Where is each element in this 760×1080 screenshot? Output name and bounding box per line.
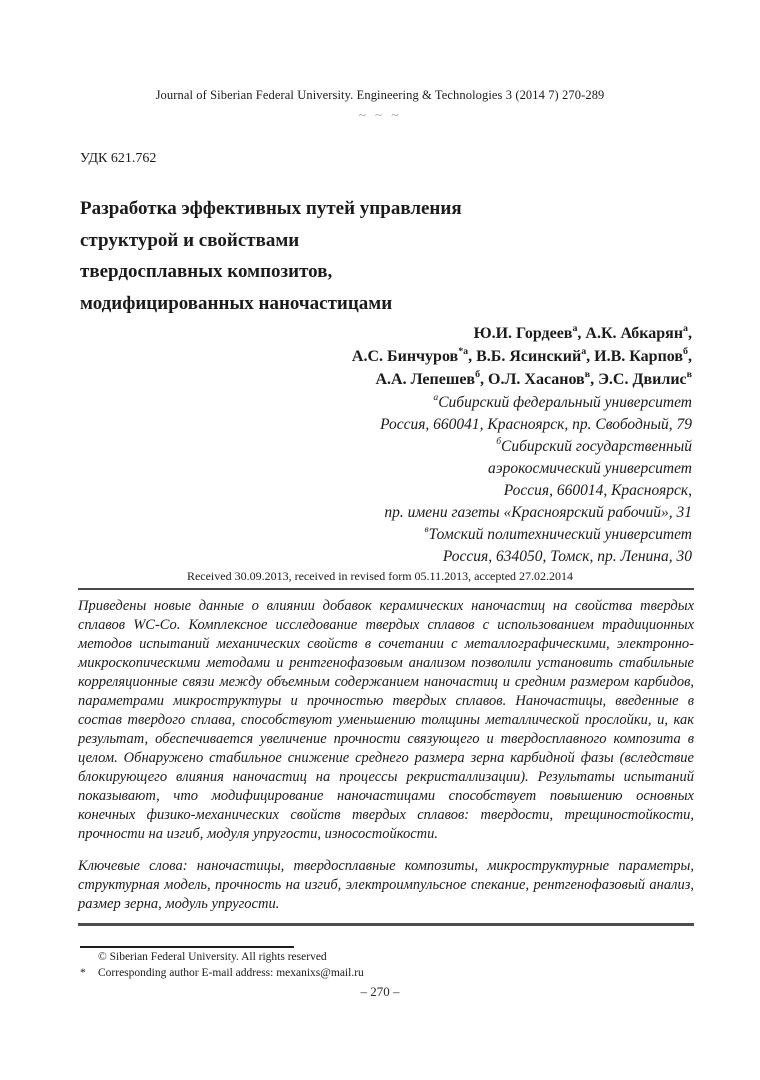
copyright-line: © Siberian Federal University. All rights reserved bbox=[98, 951, 327, 963]
article-title-line: структурой и свойствами bbox=[80, 229, 300, 251]
author-line: А.А. Лепешев$^б$, О.Л. Хасанов$^в$, Э.С. Двилис$^в$ bbox=[375, 368, 692, 388]
tilde-separator: ~ ~ ~ bbox=[358, 107, 402, 122]
udc-code: УДК 621.762 bbox=[80, 151, 157, 166]
affiliations-block bbox=[80, 392, 692, 568]
abstract-block bbox=[78, 597, 694, 926]
affiliation-line: Россия, 660014, Красноярск, bbox=[503, 482, 692, 499]
article-title-line: Разработка эффективных путей управления bbox=[80, 198, 462, 219]
corresponding-author-line: Corresponding author E-mail address: mexanixs@mail.ru bbox=[98, 967, 364, 979]
received-dates-line: Received 30.09.2013, received in revised form 05.11.2013, accepted 27.02.2014 bbox=[186, 569, 574, 583]
footnote-asterisk: * bbox=[80, 967, 86, 979]
abstract-bottom-rule bbox=[78, 923, 694, 926]
page-number: – 270 – bbox=[360, 984, 400, 999]
affiliation-line: $^б$Сибирский государственный bbox=[496, 435, 692, 455]
affiliation-line: Россия, 634050, Томск, пр. Ленина, 30 bbox=[442, 548, 692, 565]
article-title-line: модифицированных наночастицами bbox=[80, 292, 393, 314]
abstract-top-rule bbox=[78, 588, 694, 590]
affiliation-line: $^в$Томский политехнический университет bbox=[424, 523, 692, 543]
keywords-text: Ключевые слова: наночастицы, твердосплавные композиты, микроструктурные параметры, структурная модель, прочность на изгиб, электроимпульсное спекание, рентгенофазовый анализ, размер зерна, модуль упругости. bbox=[78, 858, 694, 912]
article-title bbox=[80, 193, 692, 319]
author-line: Ю.И. Гордеев$^а$, А.К. Абкарян$^а$, bbox=[473, 322, 692, 342]
author-line: А.С. Бинчуров$^{*а}$, В.Б. Ясинский$^а$, И.В. Карпов$^б$, bbox=[351, 345, 692, 365]
affiliation-line: пр. имени газеты «Красноярский рабочий», 31 bbox=[384, 504, 692, 521]
affiliation-line: Россия, 660041, Красноярск, пр. Свободный, 79 bbox=[380, 416, 692, 433]
authors-block bbox=[80, 322, 692, 391]
affiliation-line: аэрокосмический университет bbox=[488, 460, 692, 477]
journal-header: Journal of Siberian Federal University. Engineering & Technologies 3 (2014 7) 270-289 bbox=[155, 88, 605, 102]
footnote-rule bbox=[80, 946, 294, 948]
article-title-line: твердосплавных композитов, bbox=[80, 261, 333, 282]
abstract-text: Приведены новые данные о влиянии добавок керамических наночастиц на свойства твердых сплавов WC-Co. Комплексное исследование твердых сплавов с использованием традиционных методов испытаний механических свойств в сочетании с металлографическими, электронно-микроскопическими методами и рентгенофазовым анализом позволили установить стабильные корреляционные связи между объемным содержанием наночастиц и средним размером карбидов, параметрами микроструктуры и прочностью твердых сплавов. Наночастицы, введенные в состав твердого сплава, способствуют уменьшению толщины металлической прослойки, и, как результат, обеспечивается увеличение прочности связующего и твердосплавного композита в целом. Обнаружено стабильное снижение среднего размера зерна карбидной фазы (вследствие блокирующего влияния наночастиц на процессы рекристаллизации). Результаты испытаний показывают, что модифицирование наночастицами способствует повышению основных конечных физико-механических свойств твердых сплавов: твердости, трещиностойкости, прочности на изгиб, модуля упругости, износостойкости. bbox=[78, 598, 694, 842]
affiliation-line: $^а$Сибирский федеральный университет bbox=[433, 391, 692, 411]
